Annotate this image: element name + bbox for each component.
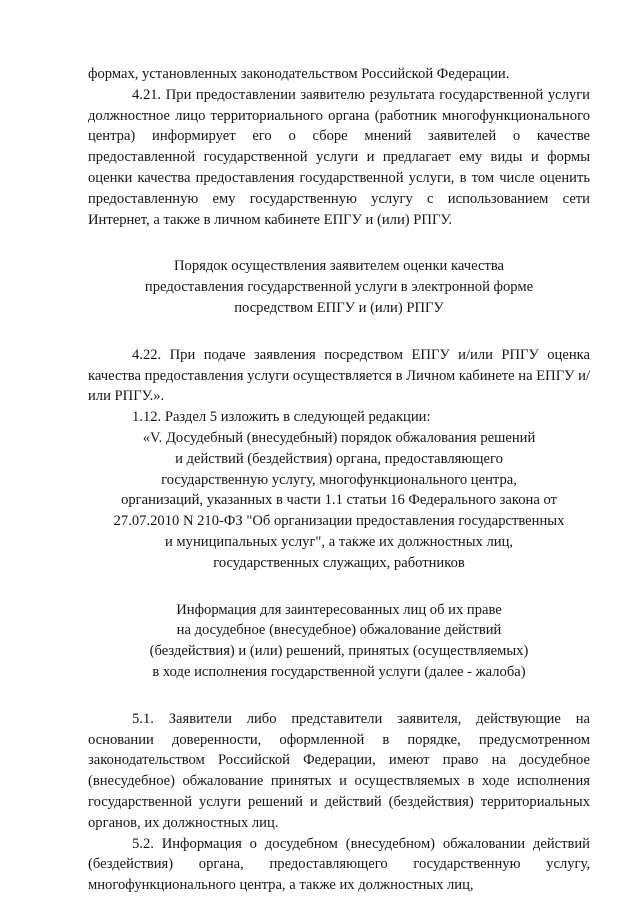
heading-line: Порядок осуществления заявителем оценки качества	[174, 258, 504, 275]
section-title-line: государственных служащих, работников	[213, 554, 465, 571]
section-title-line: государственную услугу, многофункционального центра,	[161, 471, 517, 488]
paragraph-5-1: 5.1. Заявители либо представители заявителя, действующие на основании доверенности, оформленной в порядке, предусмотренном законодательством Российской Федерации, имеют право на досудебное (внесудебное) обжалование принятых и осуществляемых в ходе исполнения государственной услуги решений и действий (бездействия) территориальных органов, их должностных лиц.	[88, 710, 590, 831]
section-title-line: 27.07.2010 N 210-ФЗ "Об организации предоставления государственных	[113, 513, 565, 530]
heading-quality-assessment	[88, 256, 590, 318]
paragraph-4-21: 4.21. При предоставлении заявителю результата государственной услуги должностное лицо территориального органа (работник многофункционального центра) информирует его о сборе мнений заявителей о качестве предоставленной государственной услуги и предлагает ему виды и формы оценки качества предоставления государственной услуги, в том числе оценить предоставленную ему государственную услугу с использованием сети Интернет, а также в личном кабинете ЕПГУ и (или) РПГУ.	[88, 86, 590, 228]
section-title-line: и муниципальных услуг", а также их должностных лиц,	[164, 533, 514, 550]
paragraph-5-2: 5.2. Информация о досудебном (внесудебном) обжаловании действий (бездействия) органа, предоставляющего государственную услугу, многофункционального центра, а также их должностных лиц,	[88, 835, 590, 894]
paragraph-4-22: 4.22. При подаче заявления посредством ЕПГУ и/или РПГУ оценка качества предоставления услуги осуществляется в Личном кабинете на ЕПГУ и/или РПГУ.».	[88, 346, 590, 405]
heading-line: посредством ЕПГУ и (или) РПГУ	[234, 299, 444, 316]
heading-line: (бездействия) и (или) решений, принятых (осуществляемых)	[149, 643, 529, 660]
heading-appeal-information	[88, 600, 590, 683]
document-body	[88, 64, 590, 896]
section-title-line: и действий (бездействия) органа, предоставляющего	[175, 450, 503, 467]
section-title-line: организаций, указанных в части 1.1 статьи 16 Федерального закона от	[121, 492, 557, 509]
heading-line: в ходе исполнения государственной услуги (далее - жалоба)	[152, 663, 526, 680]
heading-line: предоставления государственной услуги в электронной форме	[144, 279, 534, 296]
paragraph-1-12: 1.12. Раздел 5 изложить в следующей редакции:	[132, 409, 431, 426]
section-title-line: «V. Досудебный (внесудебный) порядок обжалования решений	[142, 429, 536, 446]
paragraph-continuation: формах, установленных законодательством Российской Федерации.	[88, 66, 510, 82]
heading-line: Информация для заинтересованных лиц об их праве	[176, 601, 502, 618]
section-5-title	[88, 428, 590, 574]
heading-line: на досудебное (внесудебное) обжалование действий	[176, 622, 502, 639]
